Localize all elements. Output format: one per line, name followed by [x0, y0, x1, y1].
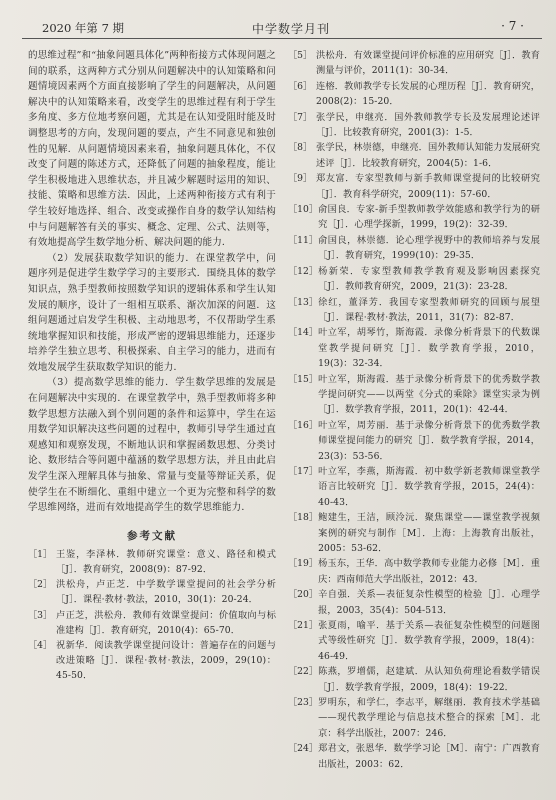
reference-number: ［24］: [288, 743, 319, 755]
reference-item: [288, 233, 540, 264]
reference-item: [288, 79, 540, 110]
reference-text: 叶立军，周芳丽．基于录像分析背景下的优秀数学教师课堂提问能力的研究［J］．数学教育学报，2014，23(3)：53-56．: [318, 419, 540, 462]
reference-number: ［9］: [288, 173, 313, 185]
left-column: [28, 48, 276, 788]
reference-item: [288, 464, 540, 510]
paragraph: 的思维过程”和“抽象问题具体化”两种衔接方式体现问题之间的联系，这两种方式分别从问题解决中的认知策略和问题情境因素两个方面直接影响了学生的问题解决，从问题解决中的认知策略来看，改变学生的思维过程有利于学生多角度、多方位地考察问题，尤其是在认知受阻时能及时调整思考的方向，发现问题的要点，产生不同意见和独创性的见解．从问题情境因素来看，抽象问题具体化，不仅改变了问题的陈述方式，还降低了问题的抽象程度，能让学生积极地进入思维状态，并且减少解题时运用的知识、技能、策略和思维方法．因此，上述两种衔接方式有利于学生较好地选择、组合、改变或操作自身的数学认知结构中与问题解答有关的事实、概念、定理、公式、法则等，有效地提高学生数学地分析、解决问题的能力．: [28, 50, 276, 249]
reference-item: [28, 608, 276, 638]
reference-text: 俞国良．专家-新手型教师教学效能感和教学行为的研究［J］．心理学探新，1999，19(2)：32-39．: [318, 204, 540, 231]
reference-number: ［21］: [288, 620, 319, 632]
reference-text: 叶立军，李燕，斯海霞．初中数学新老教师课堂教学语言比较研究［J］．数学教育学报，2015，24(4)：40-43．: [318, 465, 540, 508]
reference-number: ［10］: [288, 204, 319, 216]
reference-item: [288, 264, 540, 295]
reference-number: ［17］: [288, 465, 319, 477]
reference-text: 叶立军，斯海霞．基于录像分析背景下的优秀数学教学提问研究——以两堂《分式的乘除》课堂实录为例［J］．数学教育学报，2011，20(1)：42-44．: [318, 373, 540, 416]
reference-item: [288, 110, 540, 141]
reference-list: [28, 547, 276, 684]
reference-item: [288, 741, 540, 772]
reference-text: 郑友富．专家型教师与新手教师课堂提问的比较研究［J］．教育科学研究，2009(11)：57-60．: [316, 173, 540, 200]
right-column: [288, 48, 540, 788]
reference-item: [28, 577, 276, 607]
reference-item: [288, 372, 540, 418]
reference-item: [28, 638, 276, 684]
reference-text: 杨玉东，王华．高中数学教师专业能力必修［M］．重庆：西南师范大学出版社，2012：43．: [318, 558, 540, 585]
reference-item: [288, 587, 540, 618]
body-text: [28, 48, 276, 516]
reference-text: 罗明东，和学仁，李志平，解继丽．教育技术学基础——现代教学理论与信息技术整合的探索［M］．北京：科学出版社，2007：246．: [318, 697, 540, 739]
reference-number: ［8］: [288, 142, 313, 154]
references-heading: 参考文献: [127, 529, 177, 542]
reference-text: 鲍建生，王洁，顾泠沅．聚焦课堂——课堂教学视频案例的研究与制作［M］．上海：上海教育出版社，2005：53-62．: [318, 512, 540, 554]
reference-item: [288, 556, 540, 587]
reference-item: [288, 664, 540, 695]
reference-item: [288, 325, 540, 371]
reference-number: ［4］: [28, 640, 53, 652]
reference-item: [288, 171, 540, 202]
reference-number: ［3］: [28, 609, 53, 621]
reference-number: ［16］: [288, 419, 319, 431]
reference-number: ［19］: [288, 558, 319, 570]
reference-item: [288, 695, 540, 741]
reference-text: 张夏雨，喻平．基于关系—表征复杂性模型的问题图式等级性研究［J］．数学教育学报，2009，18(4)：46-49．: [318, 620, 540, 662]
paragraph: （3）提高数学思维的能力．学生数学思维的发展是在问题解决中实现的．在课堂教学中，熟手型教师将多种数学思想方法融入到个别问题的条件和运算中，学生在运用数学知识解决这些问题的过程中，教师引导学生通过直观感知和观察发现，不断地认识和掌握函数思想、分类讨论、数形结合等问题中蕴涵的数学思想方法，并且由此启发学生深入理解具体与抽象、常量与变量等辩证关系，促使学生在不断细化、重组中建立一个更为完整和科学的数学思维网络，进而有效地提高学生的数学思维能力．: [28, 377, 276, 514]
reference-item: [288, 202, 540, 233]
reference-number: ［12］: [288, 265, 319, 277]
issue-label: 2020 年第 7 期: [42, 21, 125, 35]
reference-list-continued: [288, 48, 540, 772]
reference-item: [288, 140, 540, 171]
reference-text: 张学民，申继亮．国外教师教学专长及发展理论述评［J］．比较教育研究，2001(3)：1-5．: [316, 111, 540, 139]
reference-number: ［6］: [288, 80, 313, 92]
reference-text: 郑君文，张恩华．数学学习论［M］．南宁：广西教育出版社，2003：62．: [318, 743, 540, 770]
journal-title: 中学数学月刊: [252, 22, 331, 36]
reference-number: ［23］: [288, 697, 319, 709]
reference-item: [288, 618, 540, 664]
reference-text: 杨新荣．专家型教师教学教育观及影响因素探究［J］．教师教育研究，2009，21(3)：23-28．: [318, 265, 540, 293]
reference-number: ［22］: [288, 666, 319, 678]
reference-item: [28, 547, 276, 577]
page-header: [22, 16, 542, 39]
page-number: · 7 ·: [501, 19, 524, 33]
reference-number: ［7］: [288, 111, 313, 123]
reference-number: ［13］: [288, 296, 319, 308]
reference-text: 王鉴，李泽林．教师研究课堂：意义、路径和模式［J］．教育研究，2008(9)：87-92．: [56, 548, 276, 576]
reference-text: 祝新华．阅读教学课堂提问设计：普遍存在的问题与改进策略［J］．课程·教材·教法，2009，29(10)：45-50．: [56, 640, 276, 682]
reference-item: [288, 418, 540, 464]
reference-text: 连榕．教师教学专长发展的心理历程［J］．教育研究，2008(2)：15-20．: [316, 80, 540, 108]
reference-text: 叶立军，胡琴竹，斯海霞．录像分析背景下的代数课堂教学提问研究［J］．数学教育学报，2010，19(3)：32-34．: [318, 327, 540, 370]
reference-item: [288, 295, 540, 326]
reference-text: 徐红，董泽芳．我国专家型教师研究的回顾与展望［J］．课程·教材·教法，2011，31(7)：82-87．: [318, 296, 540, 323]
reference-text: 陈燕，罗增儒，赵建斌．从认知负荷理论看数学错误［J］．数学教育学报，2009，18(4)：19-22．: [318, 666, 540, 693]
reference-text: 俞国良，林崇德．论心理学视野中的教师培养与发展［J］．教育研究，1999(10)：29-35．: [318, 234, 540, 262]
paragraph: （2）发展获取数学知识的能力．在课堂教学中，问题序列是促进学生数学学习的主要形式．围绕具体的数学知识点，熟手型教师按照数学知识的逻辑体系和学生认知发展的顺序，设计了一组相互联系、渐次加深的问题．这组问题通过启发学生积极、主动地思考，不仅帮助学生系统地掌握知识和技能，形成严密的逻辑思维能力，还逐步培养学生独立思考、积极探索、自主学习的能力，进而有效地发展学生获取数学知识的能力．: [28, 252, 276, 373]
reference-text: 卢正芝，洪松舟．教师有效课堂提问：价值取向与标准建构［J］．教育研究，2010(4)：65-70．: [56, 609, 276, 636]
reference-item: [288, 510, 540, 556]
reference-number: ［20］: [288, 589, 319, 601]
reference-number: ［14］: [288, 327, 319, 339]
reference-text: 洪松舟．有效课堂提问评价标准的应用研究［J］．教育测量与评价，2011(1)：30-34．: [316, 50, 540, 77]
reference-item: [288, 48, 540, 79]
reference-number: ［5］: [288, 50, 313, 61]
reference-number: ［2］: [28, 579, 53, 591]
reference-text: 张学民，林崇德，申继亮．国外教师认知能力发展研究述评［J］．比较教育研究，2004(5)：1-6．: [316, 142, 540, 169]
reference-number: ［15］: [288, 373, 319, 385]
reference-number: ［18］: [288, 512, 319, 524]
reference-number: ［11］: [288, 234, 319, 246]
reference-text: 辛自强．关系—表征复杂性模型的检验［J］．心理学报，2003，35(4)：504-513．: [318, 589, 540, 616]
reference-number: ［1］: [28, 548, 53, 560]
reference-text: 洪松舟，卢正芝．中学数学课堂提问的社会学分析［J］．课程·教材·教法，2010，30(1)：20-24．: [56, 579, 276, 606]
